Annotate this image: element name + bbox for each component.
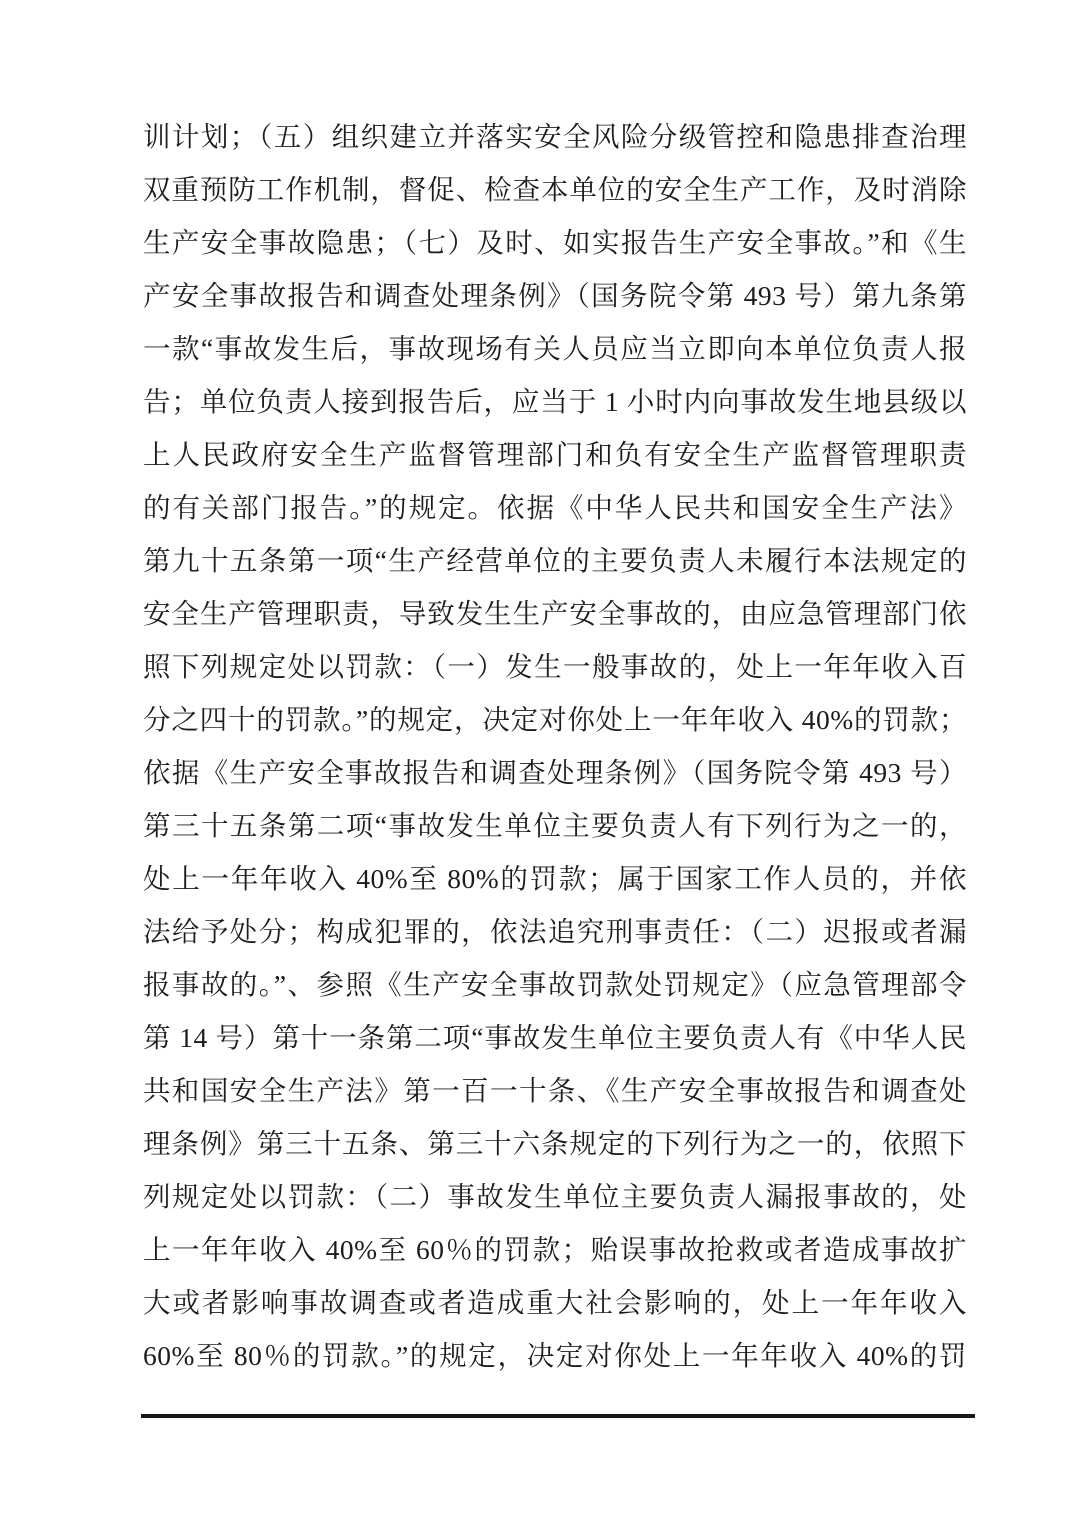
document-text-line: 照下列规定处以罚款：（一）发生一般事故的，处上一年年收入百: [143, 651, 967, 682]
document-text-line: 第三十五条第二项“事故发生单位主要负责人有下列行为之一的，: [143, 810, 967, 841]
document-text-line: 依据《生产安全事故报告和调查处理条例》（国务院令第 493 号）: [143, 757, 967, 788]
document-text-line: 大或者影响事故调查或者造成重大社会影响的，处上一年年收入: [143, 1287, 967, 1318]
document-text-line: 告；单位负责人接到报告后，应当于 1 小时内向事故发生地县级以: [143, 386, 967, 417]
document-text-line: 分之四十的罚款。”的规定，决定对你处上一年年收入 40%的罚款；: [143, 704, 967, 735]
document-text-line: 理条例》第三十五条、第三十六条规定的下列行为之一的，依照下: [143, 1128, 967, 1159]
document-text-line: 安全生产管理职责，导致发生生产安全事故的，由应急管理部门依: [143, 598, 967, 629]
document-text-line: 共和国安全生产法》第一百一十条、《生产安全事故报告和调查处: [143, 1075, 967, 1106]
document-text-line: 产安全事故报告和调查处理条例》（国务院令第 493 号）第九条第: [143, 280, 967, 311]
document-text-line: 上人民政府安全生产监督管理部门和负有安全生产监督管理职责: [143, 439, 967, 470]
document-text-line: 第 14 号）第十一条第二项“事故发生单位主要负责人有《中华人民: [143, 1022, 967, 1053]
document-text-line: 处上一年年收入 40%至 80%的罚款；属于国家工作人员的，并依: [143, 863, 967, 894]
document-text-line: 训计划；（五）组织建立并落实安全风险分级管控和隐患排查治理: [143, 121, 967, 152]
document-text-line: 60%至 80％的罚款。”的规定，决定对你处上一年年收入 40%的罚: [143, 1340, 967, 1371]
document-text-line: 上一年年收入 40%至 60％的罚款；贻误事故抢救或者造成事故扩: [143, 1234, 967, 1265]
document-text-line: 列规定处以罚款：（二）事故发生单位主要负责人漏报事故的，处: [143, 1181, 967, 1212]
document-text-line: 报事故的。”、参照《生产安全事故罚款处罚规定》（应急管理部令: [143, 969, 968, 1000]
document-lines: [143, 110, 967, 1382]
document-text-line: 双重预防工作机制，督促、检查本单位的安全生产工作，及时消除: [143, 174, 967, 205]
document-text-line: 生产安全事故隐患；（七）及时、如实报告生产安全事故。”和《生: [143, 227, 968, 258]
footer-divider-rule: [141, 1414, 975, 1418]
document-text-line: 第九十五条第一项“生产经营单位的主要负责人未履行本法规定的: [143, 545, 967, 576]
document-text-line: 的有关部门报告。”的规定。依据《中华人民共和国安全生产法》: [143, 492, 967, 523]
document-text-line: 一款“事故发生后，事故现场有关人员应当立即向本单位负责人报: [143, 333, 967, 364]
document-text-line: 法给予处分；构成犯罪的，依法追究刑事责任：（二）迟报或者漏: [143, 916, 967, 947]
